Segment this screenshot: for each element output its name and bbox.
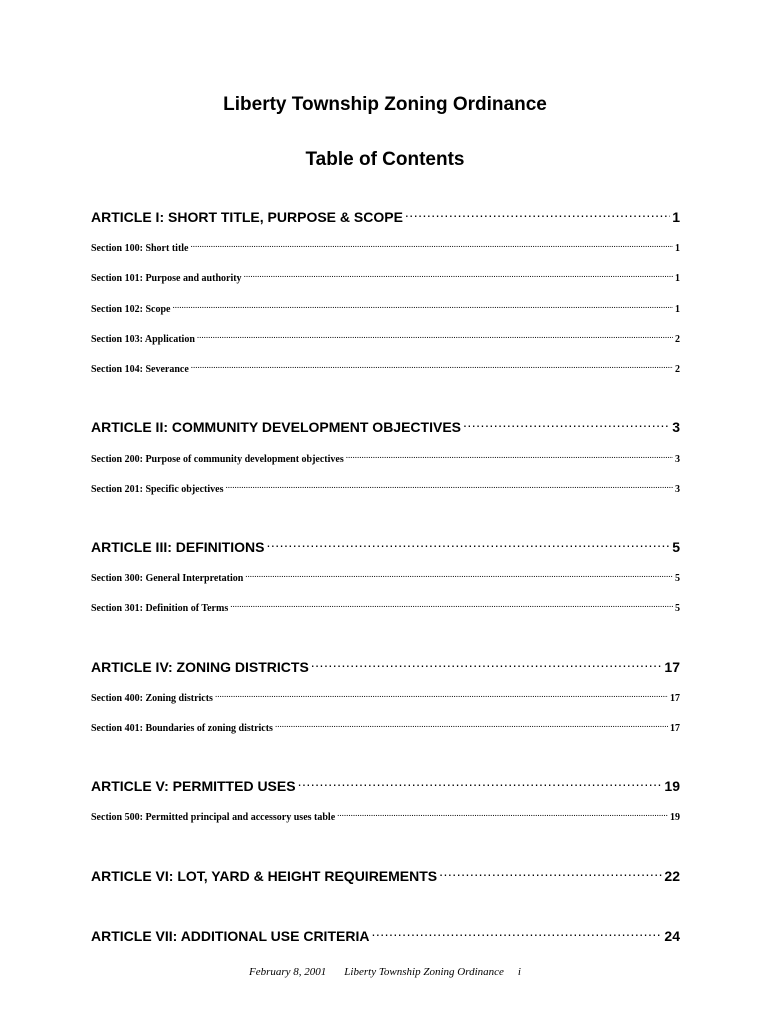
- dot-leader: [215, 687, 668, 701]
- toc-section-page: 19: [670, 812, 680, 823]
- toc-section-label: Section 201: Specific objectives: [91, 484, 224, 495]
- toc-article-label: ARTICLE V: PERMITTED USES: [91, 778, 296, 794]
- dot-leader: [225, 478, 673, 492]
- dot-leader: [337, 806, 668, 820]
- dot-leader: [405, 202, 670, 222]
- toc-section-page: 3: [675, 484, 680, 495]
- footer-page-number: i: [517, 966, 521, 978]
- dot-leader: [371, 921, 662, 941]
- toc-article-label: ARTICLE IV: ZONING DISTRICTS: [91, 659, 309, 675]
- dot-leader: [346, 448, 673, 462]
- dot-leader: [244, 267, 673, 281]
- toc-section-103[interactable]: [91, 328, 680, 345]
- toc-article-page: 1: [672, 209, 680, 225]
- toc-article-page: 24: [664, 928, 680, 944]
- toc-article-page: 17: [664, 659, 680, 675]
- toc-section-page: 1: [675, 304, 680, 315]
- toc-section-page: 3: [675, 454, 680, 465]
- toc-section-page: 5: [675, 573, 680, 584]
- toc-section-page: 1: [675, 273, 680, 284]
- toc-section-102[interactable]: [91, 298, 680, 315]
- toc-section-label: Section 401: Boundaries of zoning districts: [91, 723, 273, 734]
- toc-section-301[interactable]: [91, 597, 680, 614]
- toc-article-label: ARTICLE I: SHORT TITLE, PURPOSE & SCOPE: [91, 209, 403, 225]
- dot-leader: [298, 771, 663, 791]
- toc-heading: Table of Contents: [305, 149, 465, 170]
- toc-section-label: Section 101: Purpose and authority: [91, 273, 242, 284]
- toc-section-label: Section 100: Short title: [91, 243, 189, 254]
- toc-article-page: 22: [664, 868, 680, 884]
- toc-article-page: 19: [664, 778, 680, 794]
- dot-leader: [463, 412, 670, 432]
- toc-section-page: 1: [675, 243, 680, 254]
- dot-leader: [275, 717, 668, 731]
- dot-leader: [172, 298, 673, 312]
- toc-article-page: 5: [672, 539, 680, 555]
- footer-date: February 8, 2001: [249, 966, 327, 978]
- document-title: Liberty Township Zoning Ordinance: [223, 94, 547, 115]
- toc-section-401[interactable]: [91, 717, 680, 734]
- toc-article-6[interactable]: [91, 861, 680, 884]
- toc-section-page: 2: [675, 364, 680, 375]
- dot-leader: [439, 861, 662, 881]
- toc-section-page: 2: [675, 334, 680, 345]
- toc-article-label: ARTICLE VII: ADDITIONAL USE CRITERIA: [91, 928, 370, 944]
- toc-section-label: Section 400: Zoning districts: [91, 693, 213, 704]
- toc-article-2[interactable]: [91, 412, 680, 435]
- toc-article-1[interactable]: [91, 202, 680, 225]
- page-footer: [0, 966, 770, 978]
- toc-section-500[interactable]: [91, 806, 680, 823]
- toc-section-101[interactable]: [91, 267, 680, 284]
- toc-article-5[interactable]: [91, 771, 680, 794]
- dot-leader: [230, 597, 673, 611]
- toc-article-label: ARTICLE II: COMMUNITY DEVELOPMENT OBJECTIVES: [91, 419, 461, 435]
- toc-section-label: Section 104: Severance: [91, 364, 189, 375]
- toc-section-label: Section 300: General Interpretation: [91, 573, 244, 584]
- toc-article-page: 3: [672, 419, 680, 435]
- toc-section-104[interactable]: [91, 358, 680, 375]
- toc-section-201[interactable]: [91, 478, 680, 495]
- toc-section-label: Section 500: Permitted principal and accessory uses table: [91, 812, 336, 823]
- toc-section-label: Section 102: Scope: [91, 304, 171, 315]
- dot-leader: [266, 532, 670, 552]
- dot-leader: [197, 328, 673, 342]
- toc-section-400[interactable]: [91, 687, 680, 704]
- toc-section-label: Section 301: Definition of Terms: [91, 603, 229, 614]
- footer-document-name: Liberty Township Zoning Ordinance: [344, 966, 504, 978]
- dot-leader: [191, 358, 673, 372]
- dot-leader: [311, 652, 663, 672]
- toc-article-7[interactable]: [91, 921, 680, 944]
- toc-section-200[interactable]: [91, 448, 680, 465]
- toc-article-4[interactable]: [91, 652, 680, 675]
- toc-section-page: 17: [670, 723, 680, 734]
- dot-leader: [191, 237, 674, 251]
- toc-section-page: 5: [675, 603, 680, 614]
- toc-section-100[interactable]: [91, 237, 680, 254]
- toc-article-3[interactable]: [91, 532, 680, 555]
- toc-article-label: ARTICLE VI: LOT, YARD & HEIGHT REQUIREMENTS: [91, 868, 438, 884]
- toc-section-label: Section 103: Application: [91, 334, 195, 345]
- toc-article-label: ARTICLE III: DEFINITIONS: [91, 539, 265, 555]
- dot-leader: [245, 567, 673, 581]
- toc-section-label: Section 200: Purpose of community development objectives: [91, 454, 344, 465]
- toc-section-page: 17: [670, 693, 680, 704]
- toc-section-300[interactable]: [91, 567, 680, 584]
